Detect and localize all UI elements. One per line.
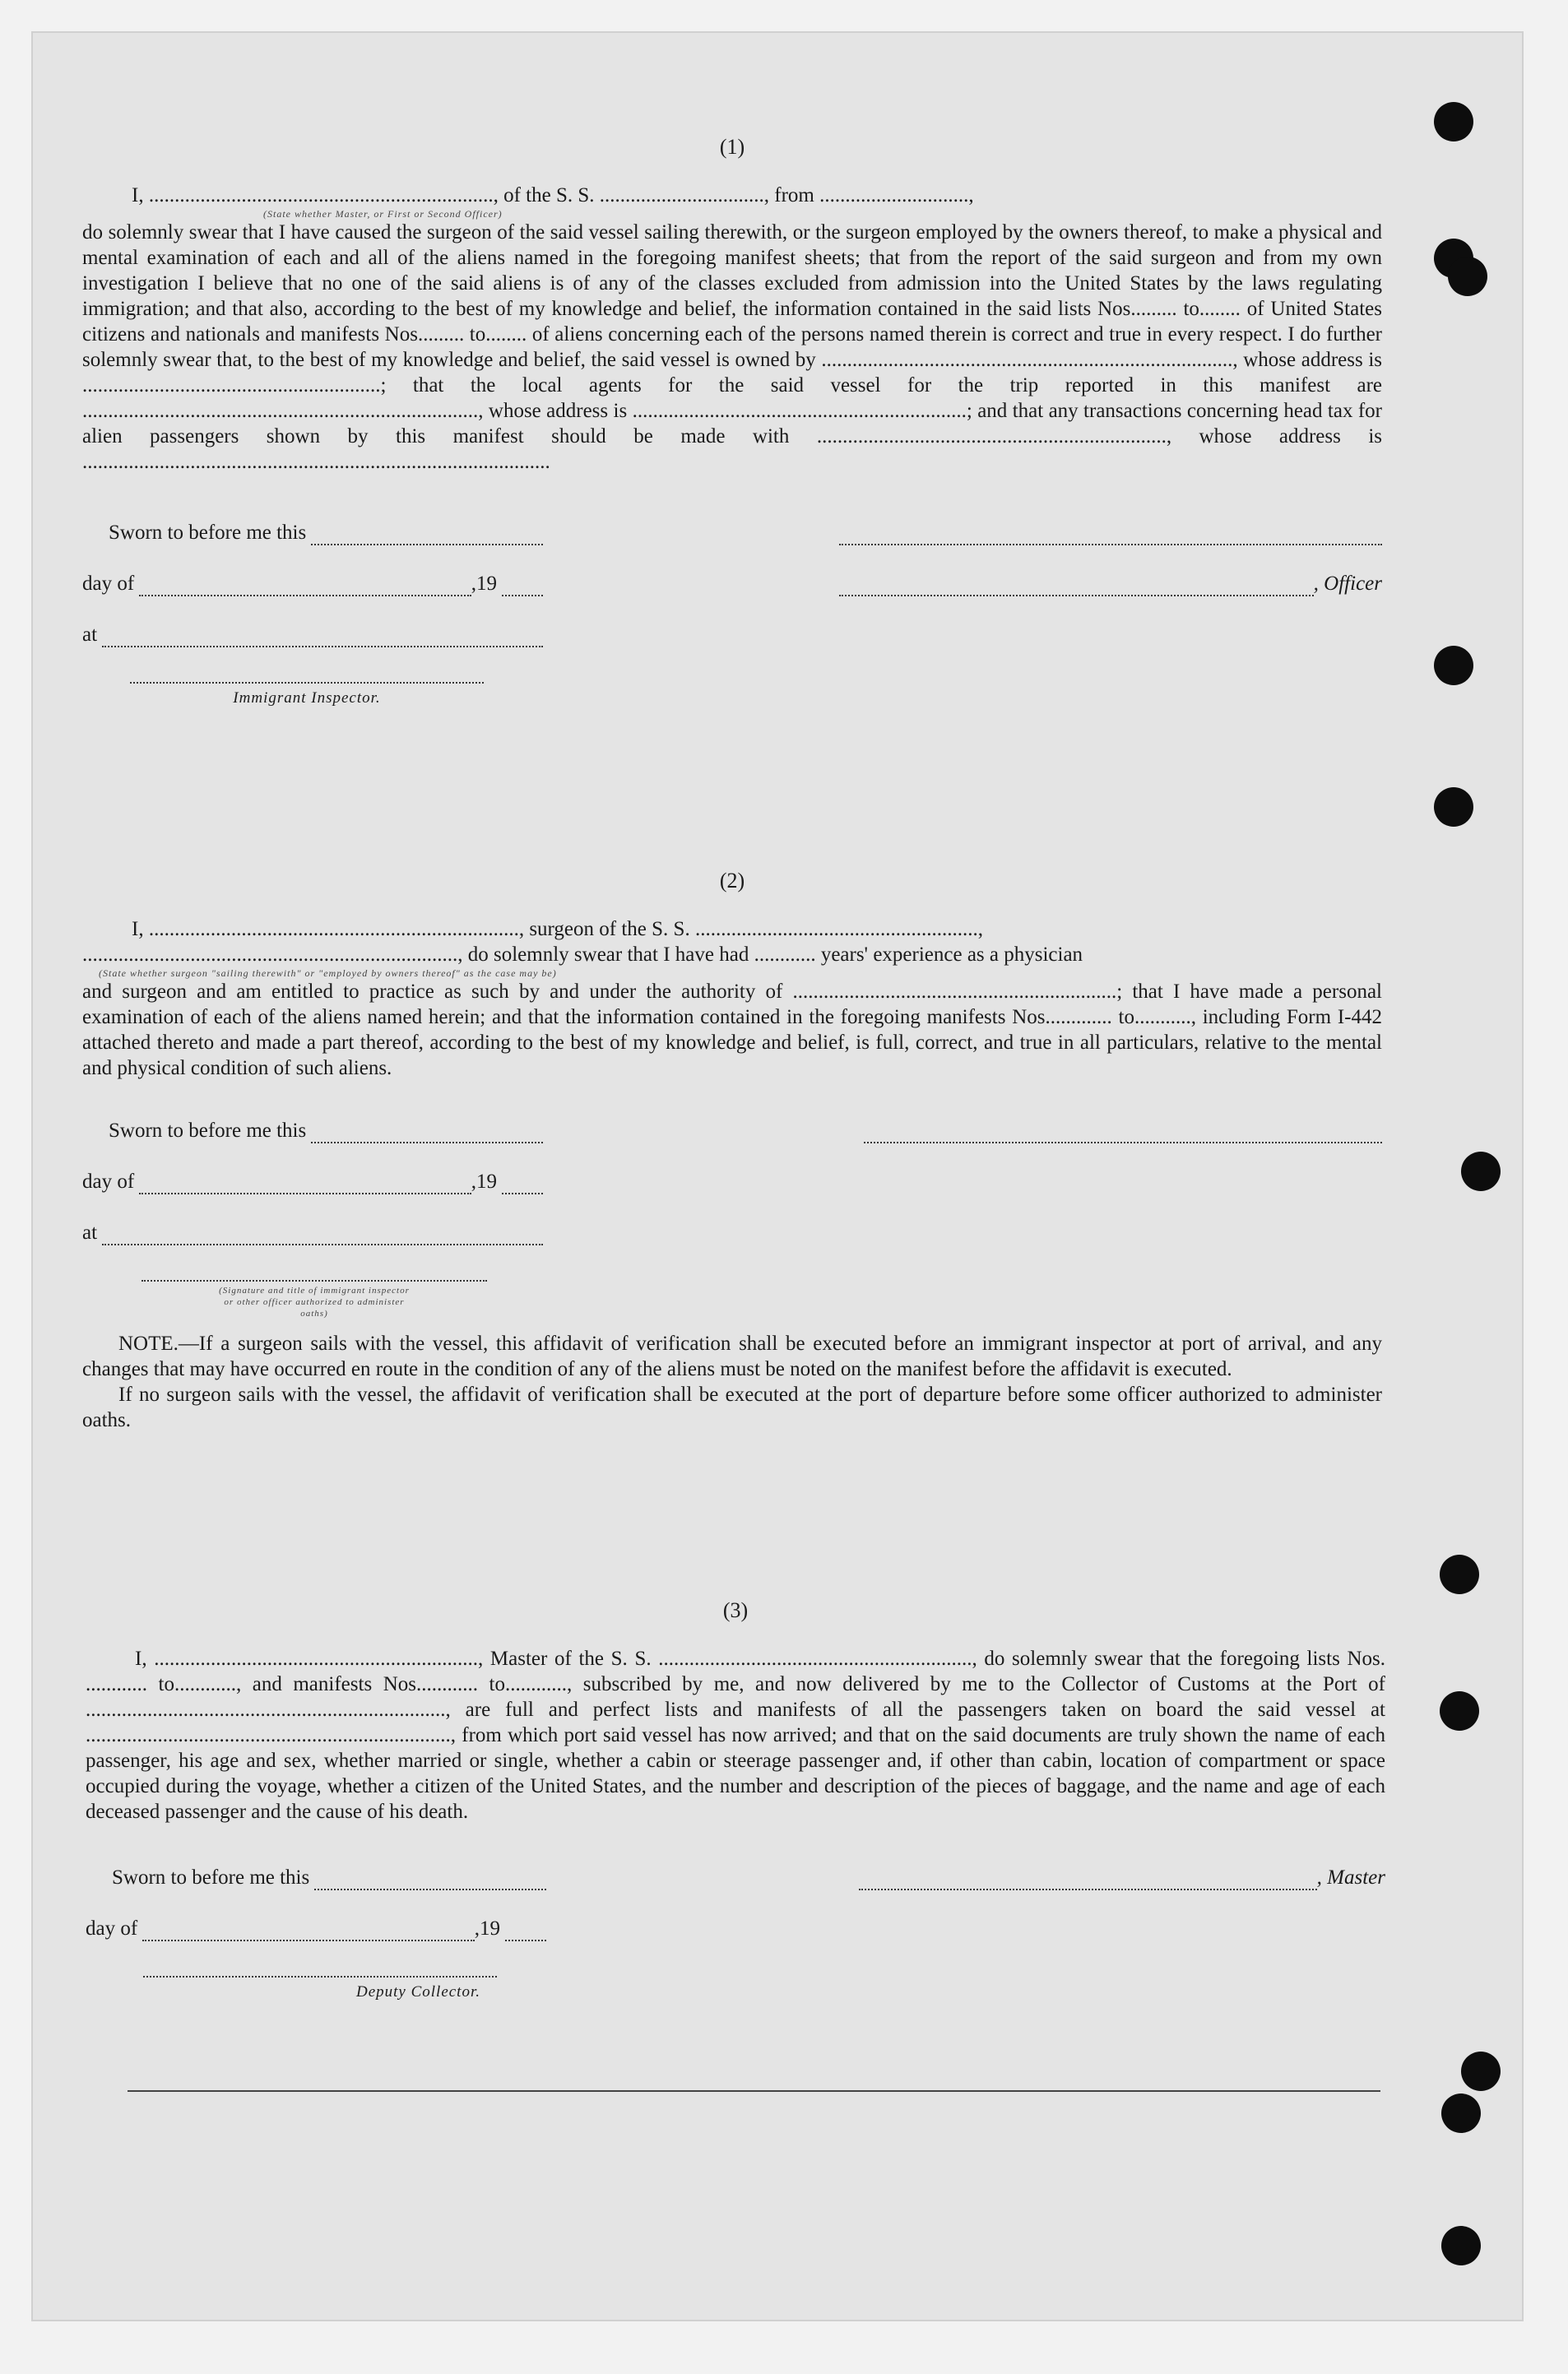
affidavit-section-1: [82, 134, 1382, 711]
year-prefix: 19: [476, 573, 497, 595]
sworn-label: Sworn to before me this: [112, 1866, 310, 1889]
blank-field: [502, 578, 543, 596]
blank-field: [142, 1923, 475, 1941]
surgeon-signature: [864, 1092, 1382, 1143]
punch-hole: [1440, 1555, 1479, 1594]
signature-line: [143, 1964, 497, 1978]
experience-line: ........................................................................., do solemnly swear that I have had ............ years' experience as a physician: [82, 944, 1083, 966]
blank-field: [505, 1923, 546, 1941]
sworn-label: Sworn to before me this: [109, 1120, 307, 1142]
punch-hole: [1441, 2093, 1481, 2133]
punch-hole: [1461, 2052, 1501, 2091]
affidavit-body: and surgeon and am entitled to practice as such by and under the authority of ...............................................................; that I have made a personal examination of each of the aliens named herein; and that the information contained in the foregoing manifests Nos............. to..........., including Form I-442 attached thereto and made a part thereof, according to the best of my knowledge and belief, is full, correct, and true in all particulars, relative to the mental and physical condition of such aliens.: [82, 981, 1382, 1079]
punch-hole: [1448, 257, 1487, 296]
blank-field: [139, 578, 471, 596]
section-number: (1): [719, 135, 745, 159]
signature-line: [141, 1268, 487, 1282]
jurat-block: Sworn to before me this day of , 19 Deputy Collector.: [86, 1839, 546, 2005]
note-paragraph: If no surgeon sails with the vessel, the affidavit of verification shall be executed at the port of departure before some officer authorized to administer oaths.: [82, 1384, 1382, 1431]
signature-line: [864, 1125, 1382, 1143]
affidavit-body: do solemnly swear that I have caused the surgeon of the said vessel sailing therewith, or the surgeon employed by the owners thereof, to make a physical and mental examination of each and all of the aliens named in the foregoing manifest sheets; that from the report of the said surgeon and from my own investigation I believe that no one of the said aliens is of any of the classes excluded from admission into the United States by the laws regulating immigration; and that also, according to the best of my knowledge and belief, the information contained in the said lists Nos......... to........ of United States citizens and nationals and manifests Nos......... to........ of aliens concerning each of the persons named therein is correct and true in every respect. I do further solemnly swear that, to the best of my knowledge and belief, the said vessel is owned by ................................................................................, whose address is ..........................................................; that the local agents for the said vessel for the trip reported in this manifest are ............................................................................., whose address is .................................................................; and that any transactions concerning head tax for alien passengers shown by this manifest should be made with ...................................................................., whose address is ...........................................................................................: [82, 221, 1382, 473]
officer-caption: (State whether Master, or First or Second Officer): [263, 208, 503, 220]
day-of-label: day of: [82, 573, 135, 595]
master-signature: [859, 1839, 1385, 1890]
jurat-block: Sworn to before me this day of , 19 at (Signature and title of immigrant inspector or other officer authorized to administer oaths): [82, 1092, 543, 1319]
sworn-label: Sworn to before me this: [109, 522, 307, 544]
year-prefix: 19: [476, 1171, 497, 1193]
signature-caption: (Signature and title of immigrant inspector or other officer authorized to administer oaths): [219, 1286, 410, 1319]
blank-field: [102, 629, 543, 647]
collector-title: Deputy Collector.: [355, 1983, 480, 2001]
bottom-rule: [128, 2090, 1380, 2092]
punch-hole: [1434, 102, 1473, 141]
blank-field: [502, 1176, 543, 1194]
day-of-label: day of: [86, 1917, 138, 1940]
punch-hole: [1434, 646, 1473, 685]
affidavit-section-3: [86, 1597, 1385, 2005]
note-block: [82, 1331, 1382, 1433]
jurat-block: Sworn to before me this day of , 19 at Immigrant Inspector.: [82, 494, 543, 711]
blank-field: [139, 1176, 471, 1194]
signature-line: [839, 578, 1314, 596]
signature-line: [839, 527, 1382, 545]
officer-signature: [839, 494, 1382, 596]
signature-line: [130, 670, 484, 684]
at-label: at: [82, 624, 98, 646]
at-label: at: [82, 1222, 98, 1244]
blank-field: [311, 527, 543, 545]
section-number: (2): [719, 869, 745, 893]
blank-field: [102, 1227, 543, 1245]
affidavit-section-2: [82, 868, 1382, 1433]
punch-hole: [1441, 2226, 1481, 2265]
day-of-label: day of: [82, 1171, 135, 1193]
blank-field: [311, 1125, 543, 1143]
year-prefix: 19: [480, 1917, 500, 1940]
blank-field: [314, 1872, 546, 1890]
inspector-title: Immigrant Inspector.: [233, 689, 381, 707]
affidavit-body: I, ..............................................................., Master of the S. S. ............................................................., do solemnly swear that the foregoing lists Nos. ............ to............, and manifests Nos............ to............, subscribed by me, and now delivered by me to the Collector of Customs at the Port of ......................................................................, are full and perfect lists and manifests of all the passengers taken on board the said vessel at ......................................................................., from which port said vessel has now arrived; and that on the said documents are truly shown the name of each passenger, his age and sex, whether married or single, whether a cabin or steerage passenger and, if other than cabin, location of compartment or space occupied during the voyage, whether a citizen of the United States, and the number and description of the pieces of baggage, and the name and age of each deceased passenger and the cause of his death.: [86, 1648, 1385, 1823]
punch-hole: [1440, 1691, 1479, 1731]
punch-hole: [1461, 1152, 1501, 1191]
master-title: , Master: [1316, 1866, 1385, 1889]
section-number: (3): [722, 1598, 749, 1622]
surgeon-caption: (State whether surgeon "sailing therewith" or "employed by owners thereof" as the case may be): [99, 967, 557, 979]
officer-line: I, ..................................................................., of the S. S. ................................, from .............................,: [132, 184, 974, 206]
surgeon-line: I, ........................................................................, surgeon of the S. S. .......................................................,: [132, 918, 983, 940]
note-paragraph: NOTE.—If a surgeon sails with the vessel, this affidavit of verification shall be executed before an immigrant inspector at port of arrival, and any changes that may have occurred en route in the condition of any of the aliens must be noted on the manifest before the affidavit is executed.: [82, 1333, 1382, 1380]
signature-line: [859, 1872, 1317, 1890]
officer-title: , Officer: [1313, 573, 1382, 595]
punch-hole: [1434, 787, 1473, 827]
